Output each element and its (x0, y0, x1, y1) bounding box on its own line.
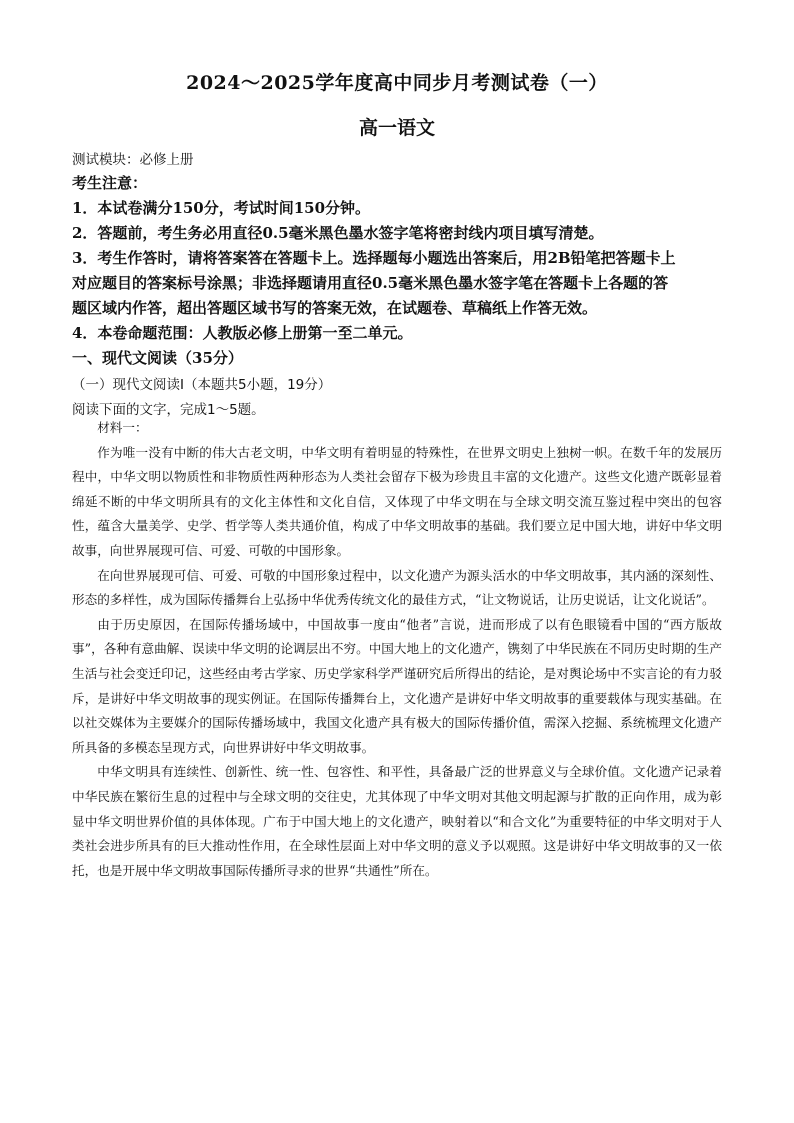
section-instruction: 阅读下面的文字，完成1～5题。 (72, 402, 265, 418)
section-sub-heading: （一）现代文阅读Ⅰ（本题共5小题，19分） (72, 377, 332, 393)
notice-item: 2．答题前，考生务必用直径0.5毫米黑色墨水签字笔将密封线内项目填写清楚。 (72, 224, 604, 242)
material-paragraph: 由于历史原因，在国际传播场域中，中国故事一度由“他者”言说，进而形成了以有色眼镜看中国的“西方版故事”，各种有意曲解、误读中华文明的论调层出不穷。中国大地上的文化遗产，镌刻了中华民族在不同历史时期的生产生活与社会变迁印记，这些经由考古学家、历史学家科学严谨研究后所得出的结论，是对舆论场中不实言论的有力驳斥，是讲好中华文明故事的现实例证。在国际传播舞台上，文化遗产是讲好中华文明故事的重要载体与现实基础。在以社交媒体为主要媒介的国际传播场域中，我国文化遗产具有极大的国际传播价值，需深入挖掘、系统梳理文化遗产所具备的多模态呈现方式，向世界讲好中华文明故事。 (72, 616, 722, 755)
notice-heading: 考生注意： (72, 174, 148, 192)
material-paragraph: 中华文明具有连续性、创新性、统一性、包容性、和平性，具备最广泛的世界意义与全球价值。文化遗产记录着中华民族在繁衍生息的过程中与全球文明的交往史，尤其体现了中华文明对其他文明起源与扩散的正向作用，成为彰显中华文明世界价值的具体体现。广布于中国大地上的文化遗产，映射着以“和合文化”为重要特征的中华文明对于人类社会进步所具有的巨大推动性作用，在全球性层面上对中华文明的意义予以观照。这是讲好中华文明故事的又一依托，也是开展中华文明故事国际传播所寻求的世界“共通性”所在。 (72, 764, 722, 878)
section-heading: 一、现代文阅读（35分） (72, 349, 243, 367)
notice-item-continued: 题区域内作答，超出答题区域书写的答案无效，在试题卷、草稿纸上作答无效。 (72, 299, 598, 317)
module-line: 测试模块：必修上册 (72, 152, 194, 168)
notice-item: 1．本试卷满分150分，考试时间150分钟。 (72, 199, 371, 217)
subject-title: 高一语文 (358, 117, 435, 139)
notice-item: 4．本卷命题范围：人教版必修上册第一至二单元。 (72, 324, 413, 342)
material-paragraph: 作为唯一没有中断的伟大古老文明，中华文明有着明显的特殊性，在世界文明史上独树一帜。在数千年的发展历程中，中华文明以物质性和非物质性两种形态为人类社会留存下极为珍贵且丰富的文化遗产。这些文化遗产既彰显着绵延不断的中华文明所具有的文化主体性和文化自信，又体现了中华文明在与全球文明交流互鉴过程中突出的包容性，蕴含大量美学、史学、哲学等人类共通价值，构成了中华文明故事的基础。我们要立足中国大地，讲好中华文明故事，向世界展现可信、可爱、可敬的中国形象。 (72, 444, 722, 558)
material-label: 材料一： (97, 420, 148, 435)
notice-item: 3．考生作答时，请将答案答在答题卡上。选择题每小题选出答案后，用2B铅笔把答题卡上 (72, 249, 676, 267)
notice-item-continued: 对应题目的答案标号涂黑；非选择题请用直径0.5毫米黑色墨水签字笔在答题卡上各题的答 (72, 274, 669, 292)
material-paragraph: 在向世界展现可信、可爱、可敬的中国形象过程中，以文化遗产为源头活水的中华文明故事，其内涵的深刻性、形态的多样性，成为国际传播舞台上弘扬中华优秀传统文化的最佳方式，“让文物说话，让历史说话，让文化说话”。 (72, 567, 722, 608)
exam-title: 2024～2025学年度高中同步月考测试卷（一） (186, 72, 608, 94)
reading-material (72, 416, 722, 883)
